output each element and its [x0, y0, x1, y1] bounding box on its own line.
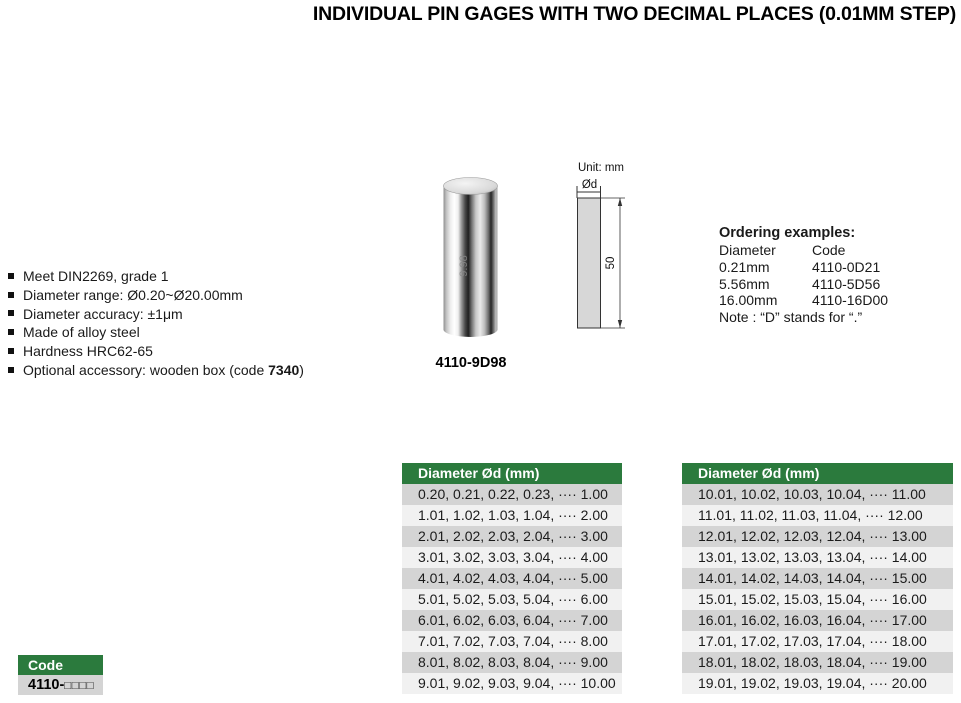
table-row: 17.01, 17.02, 17.03, 17.04, ···· 18.00: [682, 631, 953, 652]
bullet-square-icon: [8, 273, 14, 279]
feature-item: [8, 342, 304, 361]
table-row: 16.01, 16.02, 16.03, 16.04, ···· 17.00: [682, 610, 953, 631]
feature-text: Hardness HRC62-65: [23, 343, 153, 360]
diameter-table-body: [402, 484, 622, 694]
pin-outline: [578, 198, 601, 328]
ordering-row: [719, 276, 888, 293]
ordering-diameter: 16.00mm: [719, 292, 778, 309]
ordering-diameter: 5.56mm: [719, 275, 770, 292]
code-table-header: Code: [18, 655, 103, 675]
table-row: 14.01, 14.02, 14.03, 14.04, ···· 15.00: [682, 568, 953, 589]
ordering-row: [719, 259, 888, 276]
pin-marking: 9.98: [458, 255, 470, 277]
ordering-code: 4110-0D21: [812, 258, 881, 275]
table-row: 13.01, 13.02, 13.03, 13.04, ···· 14.00: [682, 547, 953, 568]
ordering-heading: Ordering examples:: [719, 225, 856, 241]
feature-item: [8, 305, 304, 324]
table-row: 4.01, 4.02, 4.03, 4.04, ···· 5.00: [402, 568, 622, 589]
table-row: 12.01, 12.02, 12.03, 12.04, ···· 13.00: [682, 526, 953, 547]
dimension-drawing: [563, 156, 635, 338]
diameter-dim-label: Ød: [581, 179, 598, 191]
feature-text: Diameter accuracy: ±1μm: [23, 305, 183, 322]
code-table-value: [18, 675, 103, 695]
table-row: 11.01, 11.02, 11.03, 11.04, ···· 12.00: [682, 505, 953, 526]
diameter-table-2: [682, 463, 953, 694]
table-row: 15.01, 15.02, 15.03, 15.04, ···· 16.00: [682, 589, 953, 610]
feature-text: Optional accessory: wooden box (code: [23, 361, 269, 378]
feature-text: Diameter range: Ø0.20~Ø20.00mm: [23, 286, 243, 303]
code-table: [18, 655, 103, 695]
table-row: 9.01, 9.02, 9.03, 9.04, ···· 10.00: [402, 673, 622, 694]
feature-text: ): [299, 361, 304, 378]
diameter-table-header: Diameter Ød (mm): [402, 463, 622, 484]
bullet-square-icon: [8, 310, 14, 316]
feature-text: Meet DIN2269, grade 1: [23, 268, 169, 284]
table-row: 3.01, 3.02, 3.03, 3.04, ···· 4.00: [402, 547, 622, 568]
table-row: 6.01, 6.02, 6.03, 6.04, ···· 7.00: [402, 610, 622, 631]
bullet-square-icon: [8, 329, 14, 335]
accessory-code: 7340: [268, 361, 300, 378]
page-title: INDIVIDUAL PIN GAGES WITH TWO DECIMAL PLACES (0.01MM STEP): [312, 3, 956, 25]
unit-label: Unit: mm: [578, 162, 624, 174]
diameter-table-body: [682, 484, 953, 694]
table-row: 0.20, 0.21, 0.22, 0.23, ···· 1.00: [402, 484, 622, 505]
feature-item: [8, 361, 304, 380]
ordering-diameter: 0.21mm: [719, 258, 770, 275]
table-row: 1.01, 1.02, 1.03, 1.04, ···· 2.00: [402, 505, 622, 526]
table-row: 7.01, 7.02, 7.03, 7.04, ···· 8.00: [402, 631, 622, 652]
diameter-table-header: Diameter Ød (mm): [682, 463, 953, 484]
feature-item: [8, 286, 304, 305]
bullet-square-icon: [8, 367, 14, 373]
ordering-col-code: Code: [812, 242, 846, 258]
code-prefix: 4110-: [28, 677, 65, 693]
table-row: 2.01, 2.02, 2.03, 2.04, ···· 3.00: [402, 526, 622, 547]
ordering-row: [719, 292, 888, 309]
feature-text: Made of alloy steel: [23, 324, 140, 341]
ordering-col-diameter: Diameter: [719, 242, 776, 258]
table-row: 19.01, 19.02, 19.03, 19.04, ···· 20.00: [682, 673, 953, 694]
table-row: 10.01, 10.02, 10.03, 10.04, ···· 11.00: [682, 484, 953, 505]
ordering-note: Note : “D” stands for “.”: [719, 309, 863, 326]
bullet-square-icon: [8, 292, 14, 298]
table-row: 8.01, 8.02, 8.03, 8.04, ···· 9.00: [402, 652, 622, 673]
code-placeholder-boxes: □□□□: [64, 680, 95, 692]
bullet-square-icon: [8, 348, 14, 354]
length-dim-label: 50: [605, 256, 617, 270]
ordering-code: 4110-5D56: [812, 275, 881, 292]
feature-item: [8, 323, 304, 342]
feature-item: [8, 267, 304, 286]
ordering-code: 4110-16D00: [812, 292, 889, 309]
feature-list: [8, 267, 304, 380]
pin-model-label: 4110-9D98: [435, 355, 507, 371]
table-row: 5.01, 5.02, 5.03, 5.04, ···· 6.00: [402, 589, 622, 610]
pin-gage-photo: [443, 176, 498, 338]
ordering-header-row: [719, 242, 888, 259]
ordering-examples: [719, 225, 888, 326]
diameter-table-1: [402, 463, 622, 694]
table-row: 18.01, 18.02, 18.03, 18.04, ···· 19.00: [682, 652, 953, 673]
